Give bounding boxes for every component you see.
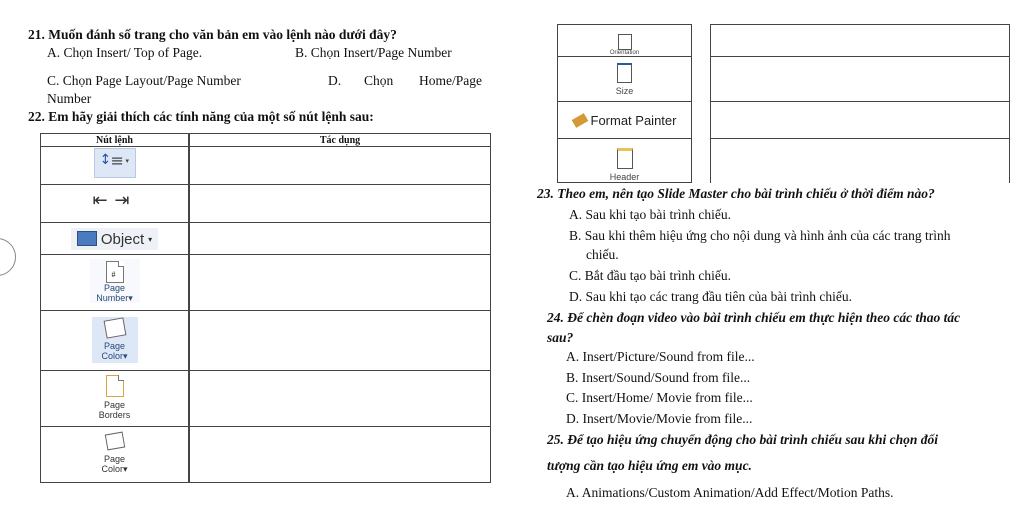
q24-option-c: C. Insert/Home/ Movie from file... (566, 390, 753, 405)
effect-cell[interactable] (190, 223, 491, 255)
header-label: Header (609, 172, 640, 182)
q21-option-d-text2: Home/Page (419, 73, 482, 88)
size-label: Size (615, 85, 634, 96)
q24-question-line1: 24. Để chèn đoạn video vào bài trình chiếu em thực hiện theo các thao tác (547, 310, 961, 325)
indent-icon: ⇤ ⇥ (92, 190, 130, 211)
effect-cell[interactable] (190, 185, 491, 223)
button-cell (558, 102, 692, 139)
page-number-button: # Page Number▾ (90, 259, 140, 303)
page-borders-icon (106, 375, 124, 397)
q24-option-d: D. Insert/Movie/Movie from file... (566, 411, 753, 426)
right-button-table (557, 24, 692, 183)
page-number-label1: Page (103, 283, 126, 293)
q21-option-a: A. Chọn Insert/ Top of Page. (47, 45, 203, 60)
q23-option-d: D. Sau khi tạo các trang đầu tiên của bài trình chiếu. (569, 289, 853, 304)
page-color-button-2: Page Color▾ (90, 433, 140, 474)
q23-option-c: C. Bắt đầu tạo bài trình chiếu. (569, 268, 731, 283)
header-icon (617, 148, 633, 169)
q24-option-a: A. Insert/Picture/Sound from file... (566, 349, 755, 364)
q22-command-table (40, 133, 491, 483)
q23-option-a: A. Sau khi tạo bài trình chiếu. (569, 207, 731, 222)
button-cell (41, 223, 189, 255)
button-cell (558, 139, 692, 183)
page-color2-label1: Page (103, 453, 126, 464)
q23-question: 23. Theo em, nên tạo Slide Master cho bài trình chiếu ở thời điểm nào? (537, 186, 935, 201)
q24-question-line2: sau? (547, 330, 574, 345)
effect-cell[interactable] (190, 371, 491, 427)
right-effect-table (710, 24, 1010, 183)
effect-cell[interactable] (190, 255, 491, 311)
object-button: Object ▾ (71, 228, 158, 250)
q25-question-line2: tượng cần tạo hiệu ứng em vào mục. (547, 458, 752, 473)
orientation-icon (618, 34, 632, 50)
page-color-icon (104, 431, 125, 450)
page-borders-label1: Page (103, 399, 126, 410)
effect-cell[interactable] (190, 147, 491, 185)
line-spacing-icon: ↕ ≡ ▾ (94, 148, 136, 178)
page-borders-button (90, 375, 140, 420)
q23-option-b-line1: B. Sau khi thêm hiệu ứng cho nội dung và hình ảnh của các trang trình (569, 228, 951, 243)
q21-option-d-text1: Chọn (364, 73, 394, 88)
button-cell (41, 185, 189, 223)
button-cell (41, 255, 189, 311)
page-color2-label2: Color (101, 463, 123, 474)
effect-cell[interactable] (190, 311, 491, 371)
q21-option-c: C. Chọn Page Layout/Page Number (47, 73, 241, 88)
page-color-label1: Page (103, 341, 126, 351)
q25-option-a: A. Animations/Custom Animation/Add Effect/Motion Paths. (566, 485, 894, 500)
col-header-effect: Tác dụng (190, 134, 491, 147)
effect-cell[interactable] (711, 57, 1010, 102)
size-icon (617, 63, 632, 83)
object-label: Object (100, 230, 145, 248)
page-number-icon: # (106, 261, 124, 283)
format-painter-icon (571, 113, 588, 128)
q23-option-b-line2: chiếu. (586, 247, 619, 262)
q21-option-b: B. Chọn Insert/Page Number (295, 45, 452, 60)
button-cell (558, 25, 692, 57)
effect-cell[interactable] (190, 427, 491, 483)
effect-cell[interactable] (711, 139, 1010, 183)
effect-cell[interactable] (711, 25, 1010, 57)
q22-question: 22. Em hãy giải thích các tính năng của một số nút lệnh sau: (28, 109, 374, 124)
page-number-label2: Number (96, 293, 129, 303)
button-cell (41, 427, 189, 483)
page-color-button: Page Color▾ (92, 317, 138, 363)
effect-cell[interactable] (711, 102, 1010, 139)
page-color-label2: Color (101, 351, 123, 361)
q21-option-d-label: D. (328, 73, 342, 88)
page-color-icon (103, 317, 126, 338)
format-painter-label: Format Painter (590, 112, 677, 128)
object-icon (77, 231, 97, 246)
button-cell (41, 311, 189, 371)
q21-question: 21. Muốn đánh số trang cho văn bản em vào lệnh nào dưới đây? (28, 27, 397, 42)
q25-question-line1: 25. Để tạo hiệu ứng chuyển động cho bài trình chiếu sau khi chọn đối (547, 432, 939, 447)
button-cell (41, 371, 189, 427)
button-cell (41, 147, 189, 185)
q21-option-d-text3: Number (47, 91, 92, 106)
q24-option-b: B. Insert/Sound/Sound from file... (566, 370, 751, 385)
col-header-button: Nút lệnh (41, 134, 189, 147)
decorative-circle (0, 238, 16, 276)
orientation-label: Orientation (609, 50, 640, 56)
page-borders-label2: Borders (98, 409, 131, 420)
button-cell (558, 57, 692, 102)
